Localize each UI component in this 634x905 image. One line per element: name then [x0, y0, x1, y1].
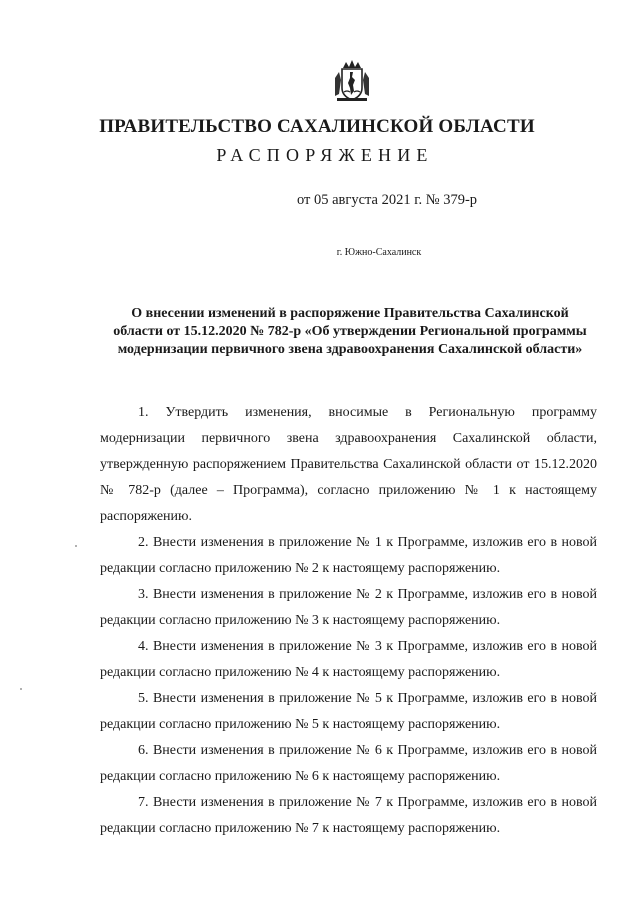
- paragraph-3: 3. Внести изменения в приложение № 2 к Программе, изложив его в новой редакции согласно приложению № 3 к настоящему распоряжению.: [100, 587, 597, 628]
- document-city: г. Южно-Сахалинск: [336, 247, 422, 258]
- paragraph-1: 1. Утвердить изменения, вносимые в Региональную программу модернизации первичного звена здравоохранения Сахалинской области, утвержденную распоряжением Правительства Сахалинской области от 15.12.2020 № 782-р (далее – Программа), согласно приложению № 1 к настоящему распоряжению.: [100, 405, 597, 524]
- paragraph-4: 4. Внести изменения в приложение № 3 к Программе, изложив его в новой редакции согласно приложению № 4 к настоящему распоряжению.: [100, 639, 597, 680]
- government-name: ПРАВИТЕЛЬСТВО САХАЛИНСКОЙ ОБЛАСТИ: [99, 116, 535, 137]
- document-type: РАСПОРЯЖЕНИЕ: [216, 145, 434, 165]
- paragraph-5: 5. Внести изменения в приложение № 5 к Программе, изложив его в новой редакции согласно приложению № 5 к настоящему распоряжению.: [100, 691, 597, 732]
- paragraph-7: 7. Внести изменения в приложение № 7 к Программе, изложив его в новой редакции согласно приложению № 7 к настоящему распоряжению.: [100, 795, 597, 836]
- paragraph-6: 6. Внести изменения в приложение № 6 к Программе, изложив его в новой редакции согласно приложению № 6 к настоящему распоряжению.: [100, 743, 597, 784]
- scan-artifact: [20, 688, 22, 690]
- sakhalin-coat-of-arms-icon: [329, 58, 375, 104]
- scan-artifact: [75, 545, 77, 547]
- document-date-number: от 05 августа 2021 г. № 379-р: [296, 192, 478, 208]
- paragraph-2: 2. Внести изменения в приложение № 1 к Программе, изложив его в новой редакции согласно приложению № 2 к настоящему распоряжению.: [100, 535, 597, 576]
- document-title: О внесении изменений в распоряжение Правительства Сахалинской области от 15.12.2020 № 782-р «Об утверждении Региональной программы модернизации первичного звена здравоохранения Сахалинской области»: [113, 306, 587, 357]
- document-body: [100, 400, 597, 842]
